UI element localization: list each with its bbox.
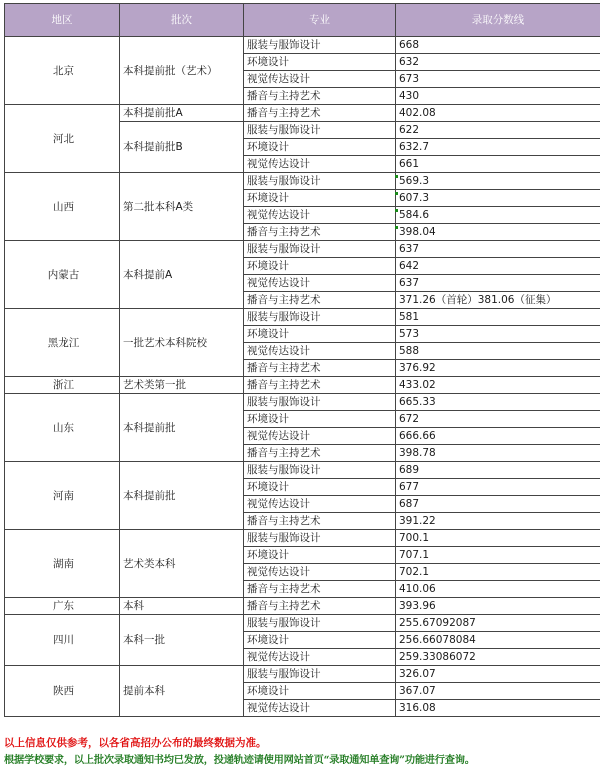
table-header bbox=[5, 4, 600, 37]
table-row bbox=[5, 37, 600, 54]
table-row bbox=[5, 615, 600, 632]
batch-cell: 本科提前批 bbox=[120, 394, 244, 462]
score-cell: 588 bbox=[396, 343, 600, 360]
batch-cell: 本科提前批 bbox=[120, 462, 244, 530]
major-cell: 服装与服饰设计 bbox=[244, 615, 396, 632]
major-cell: 播音与主持艺术 bbox=[244, 581, 396, 598]
score-cell: 255.67092087 bbox=[396, 615, 600, 632]
score-cell: 398.04 bbox=[396, 224, 600, 241]
table-body bbox=[5, 37, 600, 717]
major-cell: 服装与服饰设计 bbox=[244, 530, 396, 547]
major-cell: 播音与主持艺术 bbox=[244, 224, 396, 241]
batch-cell: 本科提前批（艺术） bbox=[120, 37, 244, 105]
major-cell: 环境设计 bbox=[244, 190, 396, 207]
region-cell: 陕西 bbox=[5, 666, 120, 717]
major-cell: 视觉传达设计 bbox=[244, 428, 396, 445]
score-cell: 673 bbox=[396, 71, 600, 88]
score-cell: 398.78 bbox=[396, 445, 600, 462]
major-cell: 视觉传达设计 bbox=[244, 700, 396, 717]
major-cell: 服装与服饰设计 bbox=[244, 37, 396, 54]
notice-note: 根据学校要求，以上批次录取通知书均已发放，投递轨迹请使用网站首页“录取通知单查询”功能进行查询。 bbox=[4, 754, 475, 766]
major-cell: 播音与主持艺术 bbox=[244, 360, 396, 377]
major-cell: 播音与主持艺术 bbox=[244, 445, 396, 462]
major-cell: 服装与服饰设计 bbox=[244, 462, 396, 479]
score-cell: 622 bbox=[396, 122, 600, 139]
header-score: 录取分数线 bbox=[396, 4, 600, 37]
score-cell: 702.1 bbox=[396, 564, 600, 581]
header-region: 地区 bbox=[5, 4, 120, 37]
major-cell: 环境设计 bbox=[244, 411, 396, 428]
header-major: 专业 bbox=[244, 4, 396, 37]
score-cell: 256.66078084 bbox=[396, 632, 600, 649]
major-cell: 环境设计 bbox=[244, 54, 396, 71]
batch-cell: 本科一批 bbox=[120, 615, 244, 666]
score-cell: 632 bbox=[396, 54, 600, 71]
score-cell: 371.26（首轮）381.06（征集） bbox=[396, 292, 600, 309]
major-cell: 视觉传达设计 bbox=[244, 207, 396, 224]
table-row bbox=[5, 462, 600, 479]
score-cell: 637 bbox=[396, 241, 600, 258]
region-cell: 四川 bbox=[5, 615, 120, 666]
region-cell: 浙江 bbox=[5, 377, 120, 394]
score-cell: 637 bbox=[396, 275, 600, 292]
score-cell: 700.1 bbox=[396, 530, 600, 547]
region-cell: 北京 bbox=[5, 37, 120, 105]
score-cell: 707.1 bbox=[396, 547, 600, 564]
batch-cell: 第二批本科A类 bbox=[120, 173, 244, 241]
score-cell: 689 bbox=[396, 462, 600, 479]
major-cell: 视觉传达设计 bbox=[244, 343, 396, 360]
score-cell: 391.22 bbox=[396, 513, 600, 530]
score-cell: 433.02 bbox=[396, 377, 600, 394]
major-cell: 环境设计 bbox=[244, 547, 396, 564]
table-row bbox=[5, 530, 600, 547]
batch-cell: 本科提前A bbox=[120, 241, 244, 309]
score-cell: 259.33086072 bbox=[396, 649, 600, 666]
table-row bbox=[5, 173, 600, 190]
batch-cell: 艺术类第一批 bbox=[120, 377, 244, 394]
major-cell: 服装与服饰设计 bbox=[244, 122, 396, 139]
major-cell: 播音与主持艺术 bbox=[244, 377, 396, 394]
major-cell: 播音与主持艺术 bbox=[244, 88, 396, 105]
region-cell: 内蒙古 bbox=[5, 241, 120, 309]
region-cell: 黑龙江 bbox=[5, 309, 120, 377]
major-cell: 环境设计 bbox=[244, 326, 396, 343]
major-cell: 环境设计 bbox=[244, 683, 396, 700]
major-cell: 播音与主持艺术 bbox=[244, 598, 396, 615]
score-cell: 316.08 bbox=[396, 700, 600, 717]
score-cell: 661 bbox=[396, 156, 600, 173]
score-cell: 402.08 bbox=[396, 105, 600, 122]
disclaimer-note: 以上信息仅供参考，以各省高招办公布的最终数据为准。 bbox=[4, 737, 267, 749]
score-cell: 677 bbox=[396, 479, 600, 496]
score-cell: 607.3 bbox=[396, 190, 600, 207]
score-cell: 430 bbox=[396, 88, 600, 105]
batch-cell: 本科提前批A bbox=[120, 105, 244, 122]
score-cell: 581 bbox=[396, 309, 600, 326]
score-cell: 672 bbox=[396, 411, 600, 428]
table-row bbox=[5, 394, 600, 411]
region-cell: 山西 bbox=[5, 173, 120, 241]
table-row bbox=[5, 666, 600, 683]
header-batch: 批次 bbox=[120, 4, 244, 37]
score-cell: 642 bbox=[396, 258, 600, 275]
major-cell: 服装与服饰设计 bbox=[244, 173, 396, 190]
major-cell: 环境设计 bbox=[244, 632, 396, 649]
cell-marker-shanxi-1 bbox=[395, 175, 398, 178]
major-cell: 服装与服饰设计 bbox=[244, 309, 396, 326]
batch-cell: 本科 bbox=[120, 598, 244, 615]
major-cell: 视觉传达设计 bbox=[244, 275, 396, 292]
score-cell: 666.66 bbox=[396, 428, 600, 445]
batch-cell: 艺术类本科 bbox=[120, 530, 244, 598]
cell-marker-shanxi-4 bbox=[395, 226, 398, 229]
table-row bbox=[5, 598, 600, 615]
major-cell: 环境设计 bbox=[244, 479, 396, 496]
score-cell: 326.07 bbox=[396, 666, 600, 683]
score-cell: 410.06 bbox=[396, 581, 600, 598]
cell-marker-shanxi-3 bbox=[395, 209, 398, 212]
region-cell: 湖南 bbox=[5, 530, 120, 598]
score-cell: 632.7 bbox=[396, 139, 600, 156]
score-cell: 367.07 bbox=[396, 683, 600, 700]
header-row bbox=[5, 4, 600, 37]
major-cell: 服装与服饰设计 bbox=[244, 394, 396, 411]
table-row bbox=[5, 241, 600, 258]
score-cell: 393.96 bbox=[396, 598, 600, 615]
major-cell: 视觉传达设计 bbox=[244, 564, 396, 581]
region-cell: 河南 bbox=[5, 462, 120, 530]
major-cell: 视觉传达设计 bbox=[244, 496, 396, 513]
score-cell: 376.92 bbox=[396, 360, 600, 377]
score-cell: 668 bbox=[396, 37, 600, 54]
major-cell: 服装与服饰设计 bbox=[244, 666, 396, 683]
major-cell: 播音与主持艺术 bbox=[244, 292, 396, 309]
cell-marker-shanxi-2 bbox=[395, 192, 398, 195]
major-cell: 环境设计 bbox=[244, 139, 396, 156]
score-cell: 573 bbox=[396, 326, 600, 343]
score-cell: 665.33 bbox=[396, 394, 600, 411]
batch-cell: 提前本科 bbox=[120, 666, 244, 717]
admission-score-table bbox=[4, 3, 600, 717]
batch-cell: 一批艺术本科院校 bbox=[120, 309, 244, 377]
table-row bbox=[5, 105, 600, 122]
region-cell: 广东 bbox=[5, 598, 120, 615]
major-cell: 视觉传达设计 bbox=[244, 649, 396, 666]
table-row bbox=[5, 377, 600, 394]
major-cell: 视觉传达设计 bbox=[244, 156, 396, 173]
major-cell: 视觉传达设计 bbox=[244, 71, 396, 88]
score-cell: 687 bbox=[396, 496, 600, 513]
region-cell: 河北 bbox=[5, 105, 120, 173]
region-cell: 山东 bbox=[5, 394, 120, 462]
table-row bbox=[5, 309, 600, 326]
score-cell: 569.3 bbox=[396, 173, 600, 190]
major-cell: 服装与服饰设计 bbox=[244, 241, 396, 258]
major-cell: 播音与主持艺术 bbox=[244, 105, 396, 122]
score-cell: 584.6 bbox=[396, 207, 600, 224]
batch-cell: 本科提前批B bbox=[120, 122, 244, 173]
major-cell: 播音与主持艺术 bbox=[244, 513, 396, 530]
notes bbox=[4, 735, 600, 769]
major-cell: 环境设计 bbox=[244, 258, 396, 275]
